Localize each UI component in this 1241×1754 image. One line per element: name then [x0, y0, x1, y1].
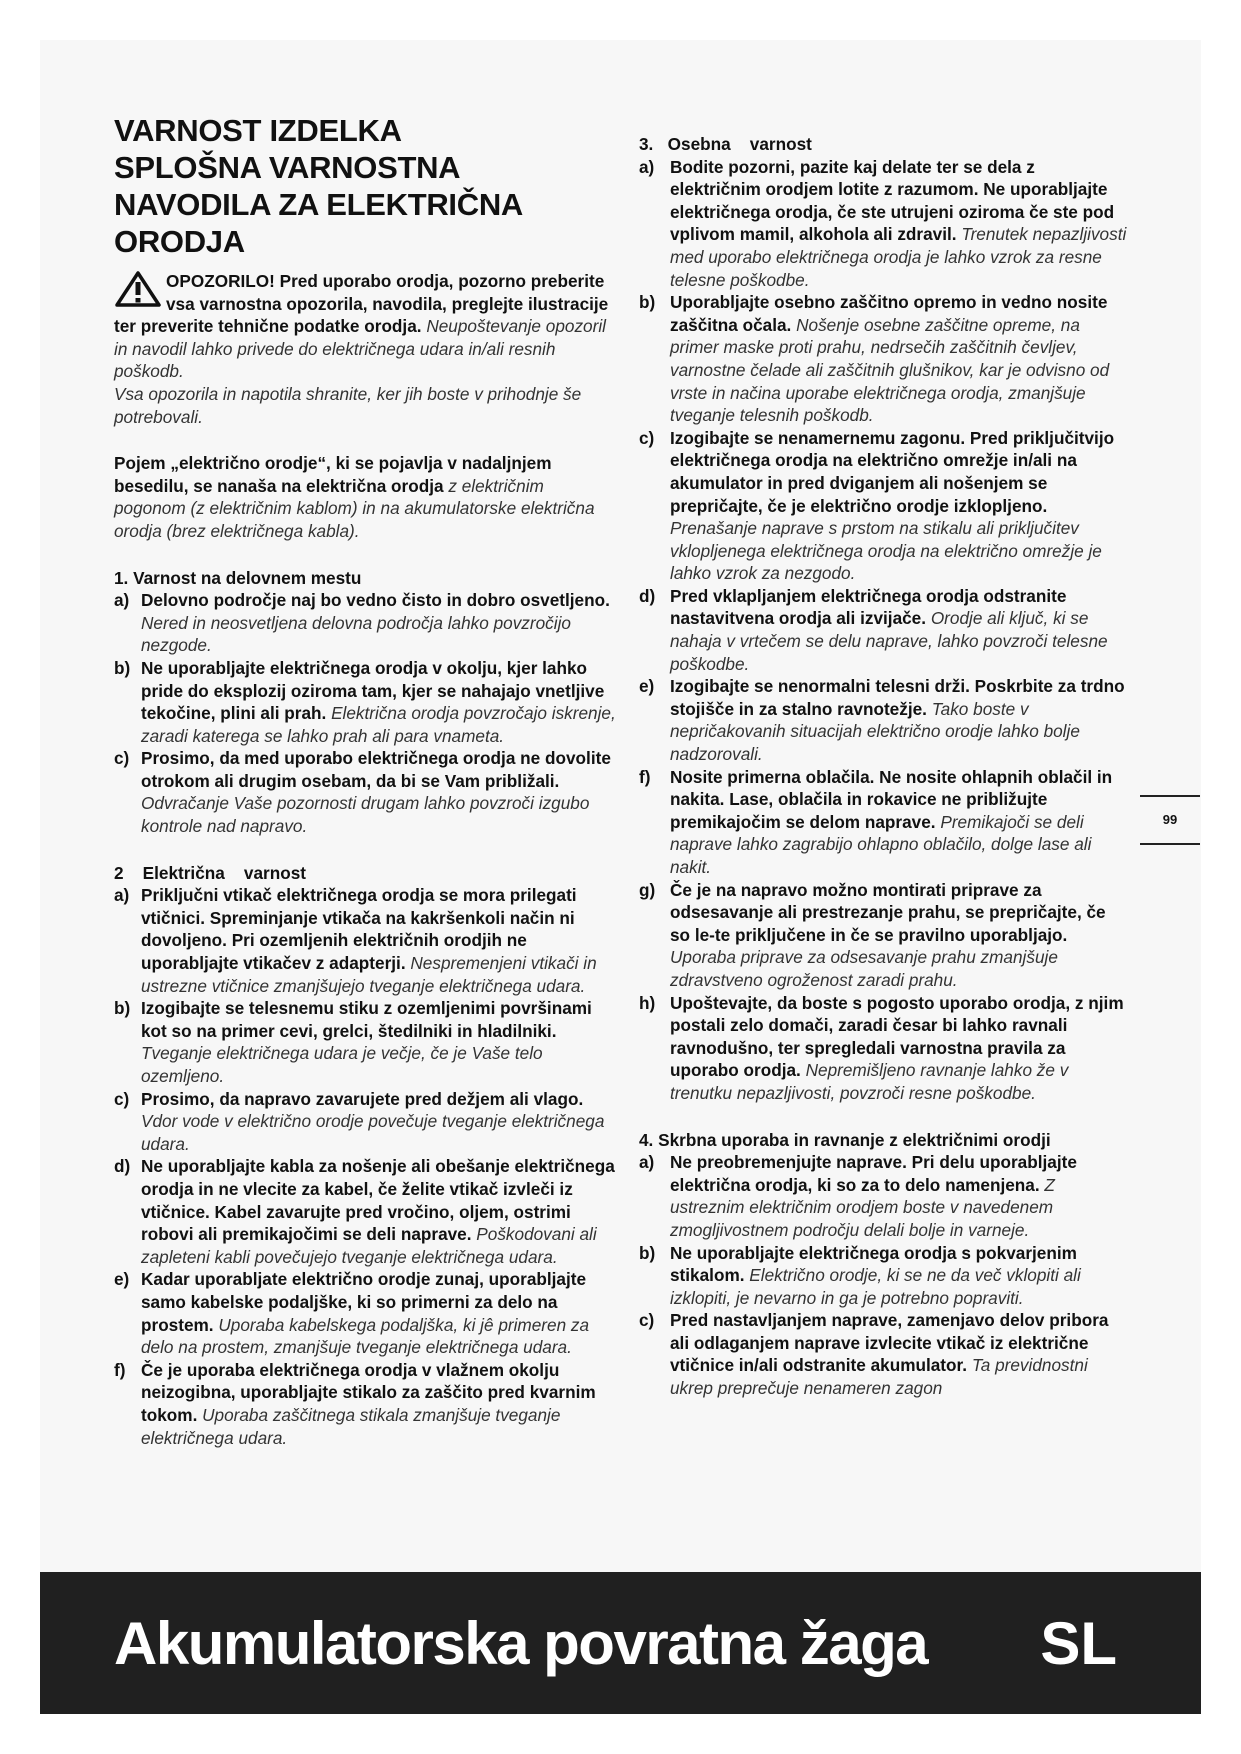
- item-italic: Z ustreznim električnim orodjem boste v navedenem zmogljivostnem področju delali bolje in varneje.: [670, 1174, 1055, 1240]
- title-line: SPLOŠNA VARNOSTNA: [114, 150, 461, 185]
- section-heading: 1. Varnost na delovnem mestu: [114, 567, 362, 588]
- title-line: VARNOST IZDELKA: [114, 113, 402, 148]
- item-label: c): [114, 748, 130, 769]
- item-italic: Tveganje električnega udara je večje, če je Vaše telo ozemljeno.: [141, 1043, 543, 1086]
- item-italic: Električno orodje, ki se ne da več vklopiti ali izklopiti, je nevarno in ga je potrebno popraviti.: [670, 1265, 1081, 1308]
- list-item: [114, 997, 616, 1087]
- item-label: f): [114, 1359, 126, 1380]
- item-label: a): [639, 1152, 655, 1173]
- item-bold: Izogibajte se telesnemu stiku z ozemljenimi površinami kot so na primer cevi, grelci, štedilniki in hladilniki.: [141, 998, 592, 1041]
- item-italic: Uporaba kabelskega podaljška, ki jê primeren za delo na prostem, zmanjšuje tveganje električnega udara.: [141, 1314, 590, 1358]
- item-bold: Bodite pozorni, pazite kaj delate ter se dela z električnim orodjem lotite z razumom. Ne uporabljajte električnega orodja, če ste utrujeni oziroma če ste pod vplivom mamil, alkohola ali zdravil.: [670, 156, 1115, 245]
- footer-language-code: SL: [1040, 1610, 1117, 1677]
- item-label: b): [114, 657, 131, 678]
- item-italic: Premikajoči se deli naprave lahko zagrabijo ohlapno oblačilo, dolge lase ali nakit.: [670, 811, 1092, 877]
- item-label: b): [639, 1242, 656, 1263]
- list-item: [639, 992, 1129, 1105]
- item-italic: Tako boste v nepričakovanih situacijah električno orodje lahko bolje nadzorovali.: [670, 698, 1080, 765]
- list-item: [114, 1359, 616, 1449]
- list-item: [639, 1309, 1129, 1399]
- item-italic: Odvračanje Vaše pozornosti drugam lahko povzroči izgubo kontrole nad napravo.: [141, 793, 590, 837]
- list-item: [639, 1242, 1129, 1310]
- item-bold: Izogibajte se nenormalni telesni drži. Poskrbite za trdno stojišče in za stalno ravnotežje.: [670, 676, 1125, 719]
- list-item: [639, 427, 1129, 585]
- item-label: a): [639, 156, 655, 177]
- warning-triangle-icon: [114, 270, 162, 308]
- item-bold: Priključni vtikač električnega orodja se mora prilegati vtičnici. Spreminjanje vtikača na kakršenkoli način ni dovoljeno. Pri ozemljenih električnih orodjih ne uporabljajte vtikačev z adapterji.: [141, 885, 577, 974]
- list-item: [114, 1155, 616, 1268]
- warning-italic-2: Vsa opozorila in napotila shranite, ker jih boste v prihodnje še potrebovali.: [114, 383, 582, 427]
- warning-paragraph: [114, 270, 616, 428]
- item-label: c): [114, 1088, 130, 1109]
- item-bold: Ne uporabljajte kabla za nošenje ali obešanje električnega orodja in ne vlecite za kabel, če želite vtikač izvleči iz vtičnice. Kabel zavarujte pred vročino, oljem, ostrimi robovi ali premikajočimi se deli naprave.: [141, 1156, 615, 1245]
- item-label: g): [639, 879, 656, 900]
- item-bold: Prosimo, da med uporabo električnega orodja ne dovolite otrokom ali drugim osebam, da bi se Vam približali.: [141, 748, 611, 791]
- warning-bold: OPOZORILO! Pred uporabo orodja, pozorno preberite vsa varnostna opozorila, navodila, preglejte ilustracije ter preverite tehnične podatke orodja.: [114, 271, 609, 337]
- item-bold: Upoštevajte, da boste s pogosto uporabo orodja, z njim postali zelo domači, zaradi česar bi lahko ravnali ravnodušno, ter spregledali varnostna pravila za uporabo orodja.: [670, 992, 1124, 1081]
- item-italic: Električna orodja povzročajo iskrenje, zaradi katerega se lahko prah ali para vnameta.: [141, 703, 616, 746]
- item-bold: Ne preobremenjujte naprave. Pri delu uporabljajte električna orodja, ki so za to delo namenjena.: [670, 1152, 1077, 1195]
- item-label: e): [639, 676, 655, 697]
- list-item: [639, 291, 1129, 427]
- right-column: [639, 133, 1129, 1400]
- list-item: [114, 657, 616, 747]
- list-item: [639, 156, 1129, 292]
- term-italic: z električnim pogonom (z električnim kablom) in na akumulatorske električna orodja (brez električnega kabla).: [114, 475, 595, 541]
- footer-banner: [40, 1572, 1201, 1714]
- item-label: e): [114, 1269, 130, 1290]
- item-label: h): [639, 992, 656, 1013]
- item-italic: Orodje ali ključ, ki se nahaja v vrtečem se delu naprave, lahko povzroči telesne poškodbe.: [670, 608, 1108, 674]
- list-item: [114, 1268, 616, 1358]
- list-item: [639, 766, 1129, 879]
- page-number: 99: [1140, 795, 1200, 845]
- item-label: c): [639, 1310, 655, 1331]
- item-bold: Ne uporabljajte električnega orodja v okolju, kjer lahko pride do eksplozij oziroma tam, kjer se nahajajo vnetljive tekočine, plini ali prah.: [141, 657, 605, 724]
- item-bold: Izogibajte se nenamernemu zagonu. Pred priključitvijo električnega orodja na električno omrežje in/ali na akumulator in pred dviganjem ali nošenjem se prepričajte, če je električno orodje izklopljeno.: [670, 427, 1115, 516]
- item-italic: Nespremenjeni vtikači in ustrezne vtičnice zmanjšujejo tveganje električnega udara.: [141, 953, 597, 996]
- item-label: b): [114, 998, 131, 1019]
- list-item: [639, 585, 1129, 675]
- item-bold: Nosite primerna oblačila. Ne nosite ohlapnih oblačil in nakita. Lase, oblačila in rokavice ne približujte premikajočim se delom naprave.: [670, 766, 1113, 832]
- section-heading: 2 Električna varnost: [114, 862, 307, 883]
- item-label: b): [639, 292, 656, 313]
- list-item: [114, 884, 616, 997]
- list-item: [114, 589, 616, 657]
- item-label: a): [114, 590, 130, 611]
- list-item: [114, 747, 616, 837]
- item-italic: Ta previdnostni ukrep preprečuje nenameren zagon: [670, 1355, 1088, 1399]
- item-bold: Pred vklapljanjem električnega orodja odstranite nastavitvena orodja ali izvijače.: [670, 585, 1067, 629]
- list-item: [114, 1088, 616, 1156]
- item-label: d): [114, 1156, 131, 1177]
- title-line: NAVODILA ZA ELEKTRIČNA: [114, 187, 524, 222]
- list-item: [639, 675, 1129, 765]
- item-bold: Če je na napravo možno montirati priprave za odsesavanje ali prestrezanje prahu, se prepričajte, če so le-te priključene in če se pravilno uporabljajo.: [670, 879, 1106, 945]
- title-line: ORODJA: [114, 224, 245, 259]
- section-heading: 3. Osebna varnost: [639, 134, 812, 154]
- item-label: f): [639, 766, 651, 787]
- item-bold: Uporabljajte osebno zaščitno opremo in vedno nosite zaščitna očala.: [670, 292, 1108, 335]
- item-italic: Nošenje osebne zaščitne opreme, na primer maske proti prahu, nedrsečih zaščitnih čevljev, varnostne čelade ali zaščitnih glušnikov, kar je odvisno od vrste in načina uporabe električnega orodja, zmanjšuje tveganje telesnih poškodb.: [670, 314, 1110, 426]
- item-label: c): [639, 427, 655, 448]
- page-title: [114, 112, 616, 260]
- item-italic: Nepremišljeno ravnanje lahko že v trenutku nepazljivosti, povzroči resne poškodbe.: [670, 1060, 1069, 1103]
- left-column: [114, 112, 616, 1449]
- item-italic: Uporaba zaščitnega stikala zmanjšuje tveganje električnega udara.: [141, 1404, 561, 1448]
- term-bold: Pojem „električno orodje“, ki se pojavlja v nadaljnjem besedilu, se nanaša na električna orodja: [114, 453, 552, 496]
- term-paragraph: [114, 452, 616, 542]
- item-italic: Uporaba priprave za odsesavanje prahu zmanjšuje zdravstveno ogroženost zaradi prahu.: [670, 947, 1058, 990]
- item-bold: Ne uporabljajte električnega orodja s pokvarjenim stikalom.: [670, 1242, 1077, 1286]
- item-italic: Trenutek nepazljivosti med uporabo električnega orodja je lahko vzrok za resne telesne poškodbe.: [670, 224, 1127, 290]
- footer-product-title: Akumulatorska povratna žaga: [114, 1610, 928, 1677]
- item-bold: Prosimo, da napravo zavarujete pred dežjem ali vlago.: [141, 1088, 584, 1109]
- item-italic: Poškodovani ali zapleteni kabli povečujejo tveganje električnega udara.: [141, 1224, 597, 1267]
- section-heading: 4. Skrbna uporaba in ravnanje z električnimi orodji: [639, 1129, 1051, 1150]
- item-bold: Pred nastavljanjem naprave, zamenjavo delov pribora ali odlaganjem naprave izvlecite vtikač iz električne vtičnice in/ali odstranite akumulator.: [670, 1310, 1109, 1376]
- item-bold: Kadar uporabljate električno orodje zunaj, uporabljajte samo kabelske podaljške, ki so primerni za delo na prostem.: [141, 1269, 587, 1335]
- item-italic: Vdor vode v električno orodje povečuje tveganje električnega udara.: [141, 1111, 605, 1154]
- item-italic: Nered in neosvetljena delovna področja lahko povzročijo nezgode.: [141, 612, 571, 656]
- item-bold: Če je uporaba električnega orodja v vlažnem okolju neizogibna, uporabljajte stikalo za zaščito pred kvarnim tokom.: [141, 1359, 596, 1425]
- item-italic: Prenašanje naprave s prstom na stikalu ali priključitev vklopljenega električnega orodja na električno omrežje je lahko vzrok za nezgodo.: [670, 518, 1102, 584]
- item-label: a): [114, 885, 130, 906]
- list-item: [639, 1151, 1129, 1241]
- warning-italic: Neupoštevanje opozoril in navodil lahko privede do električnega udara in/ali resnih poškodb.: [114, 316, 606, 382]
- item-bold: Delovno področje naj bo vedno čisto in dobro osvetljeno.: [141, 590, 610, 611]
- list-item: [639, 879, 1129, 992]
- item-label: d): [639, 585, 656, 606]
